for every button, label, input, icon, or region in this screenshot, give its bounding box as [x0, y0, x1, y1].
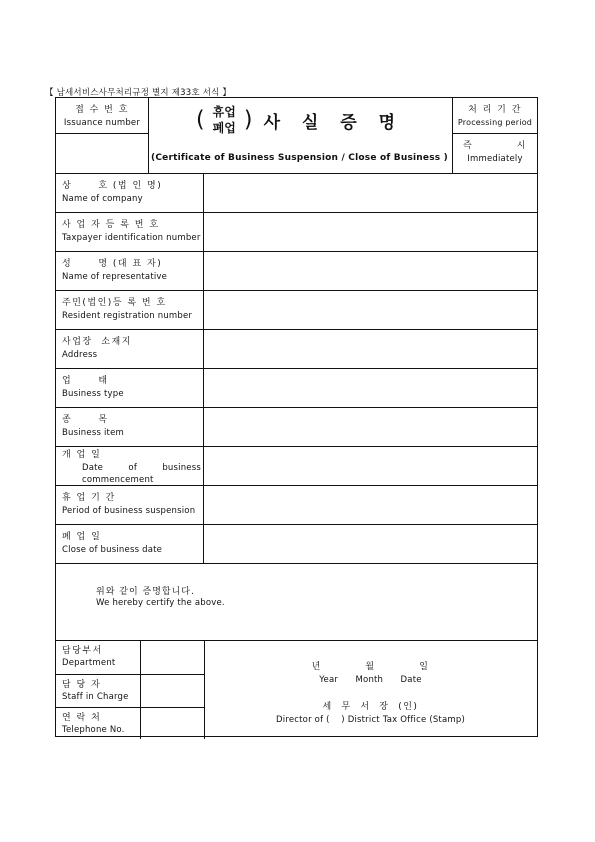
- department-value[interactable]: [140, 641, 204, 674]
- field-label: 사 업 자 등 록 번 호 Taxpayer identification number: [56, 213, 204, 251]
- field-row-close-date: [56, 525, 537, 564]
- receipt-number-value[interactable]: [56, 134, 148, 172]
- field-label: 업 태 Business type: [56, 369, 204, 407]
- document-title: ( 휴업 폐업 ) 사 실 증 명: [195, 105, 404, 135]
- field-row-resident-number: [56, 291, 537, 330]
- certificate-form: [55, 97, 538, 737]
- telephone-value[interactable]: [140, 708, 204, 739]
- field-label: 성 명 (대 표 자) Name of representative: [56, 252, 204, 290]
- certification-statement: 위와 같이 증명합니다. We hereby certify the above.: [56, 564, 537, 641]
- department-label: 담당부서 Department: [62, 646, 116, 668]
- form-footer: [56, 641, 537, 739]
- field-value-commencement[interactable]: [204, 447, 537, 485]
- telephone-label: 연 락 처 Telephone No.: [62, 713, 125, 735]
- field-row-commencement: [56, 447, 537, 486]
- field-value-representative[interactable]: [204, 252, 537, 290]
- field-value-company[interactable]: [204, 174, 537, 212]
- field-value-close-date[interactable]: [204, 525, 537, 563]
- field-row-business-type: [56, 369, 537, 408]
- director-signature: 세 무 서 장 (인) Director of ( ) District Tax Office (Stamp): [276, 702, 465, 725]
- receipt-number-label: 접 수 번 호 Issuance number: [63, 105, 141, 128]
- field-label: 상 호 (법 인 명) Name of company: [56, 174, 204, 212]
- processing-period-label: 처 리 기 간 Processing period: [457, 105, 533, 127]
- field-label: 종 목 Business item: [56, 408, 204, 446]
- field-row-company: [56, 174, 537, 213]
- field-label: 사업장 소재지 Address: [56, 330, 204, 368]
- field-value-business-type[interactable]: [204, 369, 537, 407]
- field-row-suspension-period: [56, 486, 537, 525]
- staff-label: 담 당 자 Staff in Charge: [62, 680, 129, 702]
- issue-date: 년 월 일 Year Month Date: [311, 662, 430, 685]
- field-row-tin: [56, 213, 537, 252]
- field-row-business-item: [56, 408, 537, 447]
- field-row-address: [56, 330, 537, 369]
- divider: [452, 133, 538, 134]
- field-label: 주민(법인)등 록 번 호 Resident registration number: [56, 291, 204, 329]
- form-header: [56, 98, 537, 174]
- field-value-resident-number[interactable]: [204, 291, 537, 329]
- field-label: 폐 업 일 Close of business date: [56, 525, 204, 563]
- field-value-tin[interactable]: [204, 213, 537, 251]
- document-subtitle: (Certificate of Business Suspension / Close of Business ): [151, 153, 448, 163]
- field-label: 휴 업 기 간 Period of business suspension: [56, 486, 204, 524]
- field-value-business-item[interactable]: [204, 408, 537, 446]
- staff-value[interactable]: [140, 675, 204, 707]
- field-value-suspension-period[interactable]: [204, 486, 537, 524]
- processing-period-value: 즉 시 Immediately: [463, 141, 527, 164]
- form-reference: 【 남세서비스사무처리규정 별지 제33호 서식 】: [45, 88, 232, 98]
- field-label: 개 업 일 Date of business commencement: [56, 447, 204, 485]
- title-stack: 휴업 폐업: [212, 105, 236, 135]
- field-value-address[interactable]: [204, 330, 537, 368]
- field-row-representative: [56, 252, 537, 291]
